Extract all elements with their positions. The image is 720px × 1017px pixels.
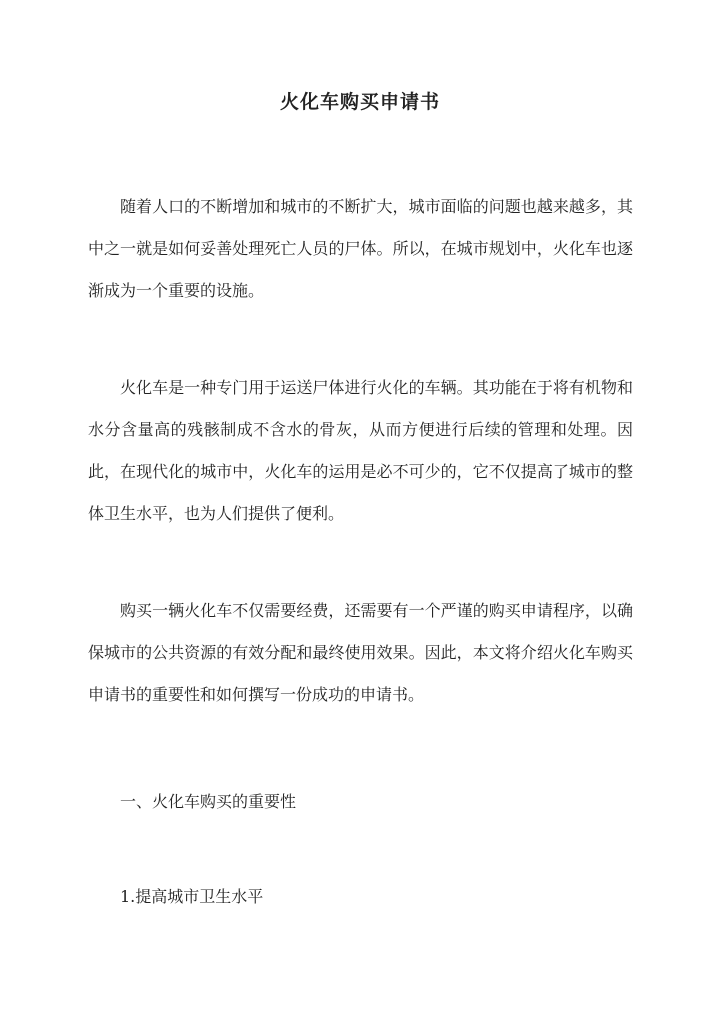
document-title: 火化车购买申请书 <box>279 91 440 113</box>
subsection-heading: 1.提高城市卫生水平 <box>120 887 264 906</box>
paragraph-intro: 随着人口的不断增加和城市的不断扩大，城市面临的问题也越来越多，其中之一就是如何妥善处理死亡人员的尸体。所以，在城市规划中，火化车也逐渐成为一个重要的设施。 <box>88 197 633 300</box>
paragraph-purchase: 购买一辆火化车不仅需要经费，还需要有一个严谨的购买申请程序，以确保城市的公共资源的有效分配和最终使用效果。因此，本文将介绍火化车购买申请书的重要性和如何撰写一份成功的申请书。 <box>88 601 633 704</box>
paragraph-function: 火化车是一种专门用于运送尸体进行火化的车辆。其功能在于将有机物和水分含量高的残骸制成不含水的骨灰，从而方便进行后续的管理和处理。因此，在现代化的城市中，火化车的运用是必不可少的，它不仅提高了城市的整体卫生水平，也为人们提供了便利。 <box>88 378 633 523</box>
section-heading: 一、火化车购买的重要性 <box>120 792 297 811</box>
